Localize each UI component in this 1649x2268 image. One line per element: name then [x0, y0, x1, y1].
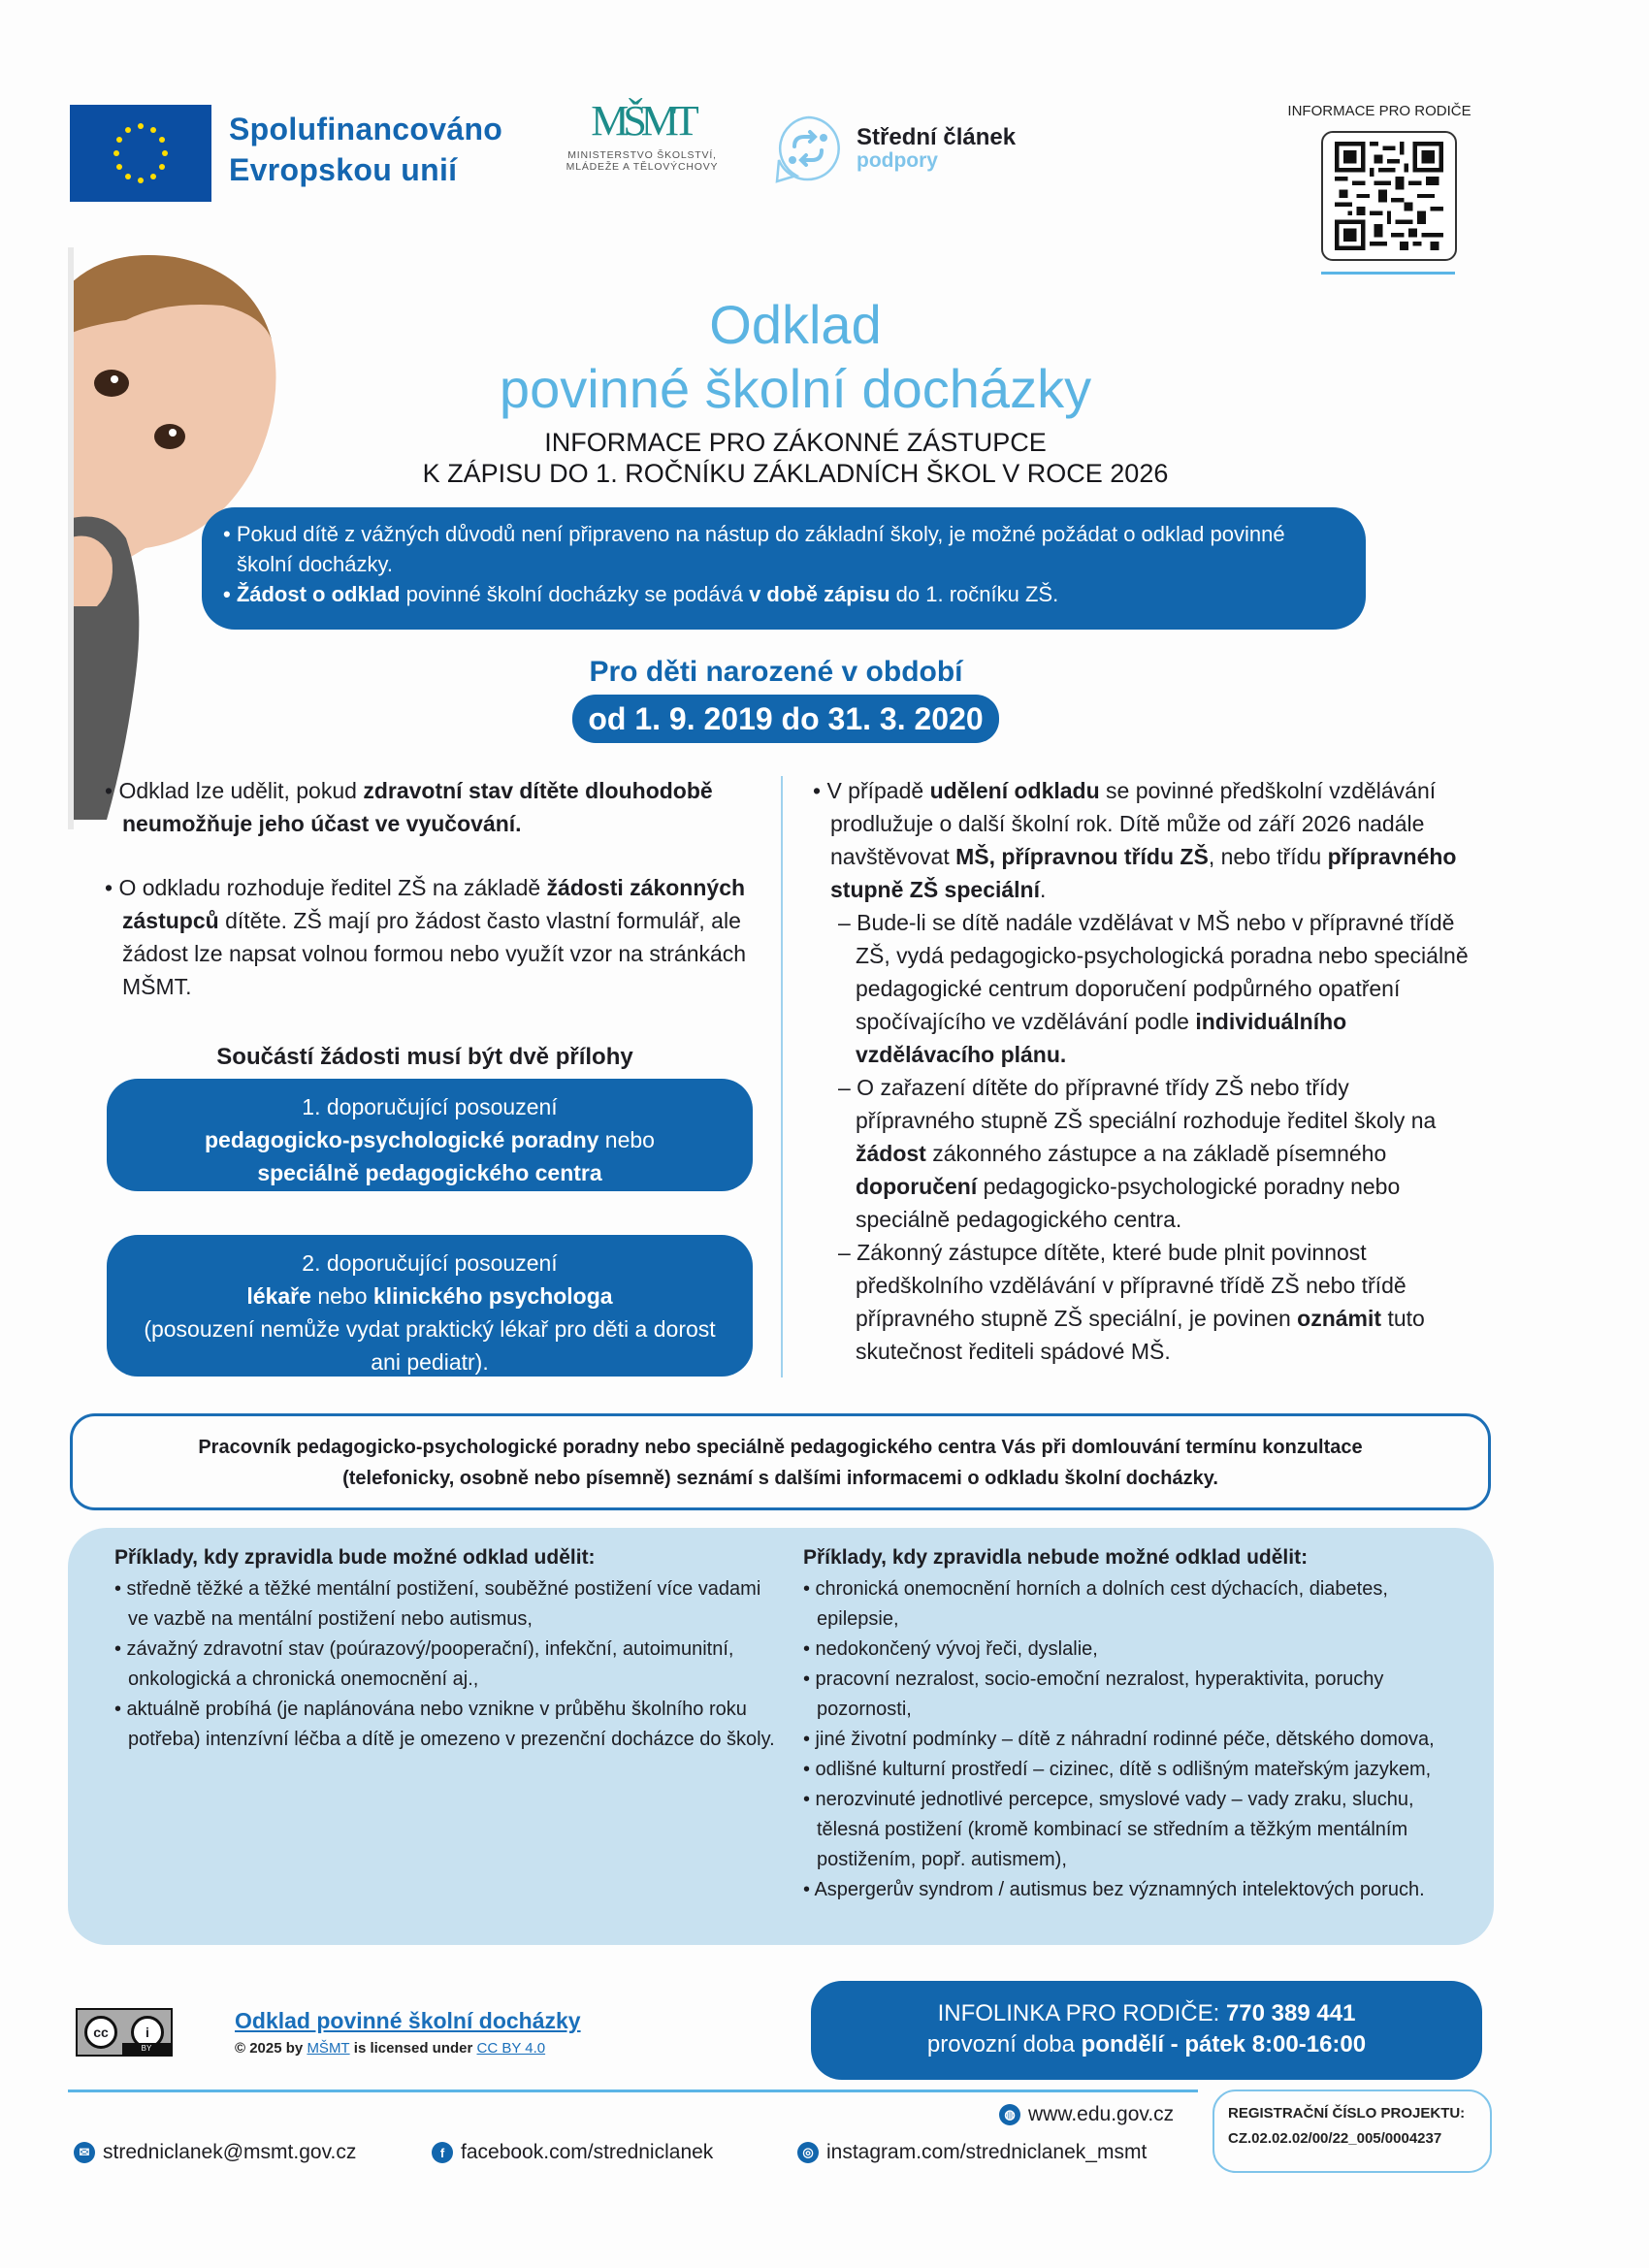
examples-possible: Příklady, kdy zpravidla bude možné odklad udělit: • středně těžké a těžké mentální postižení, souběžné postižení více vadami ve vazbě na mentální postižení nebo autismus, • závažný zdravotní stav (poúrazový/pooperační), infekční, autoimunitní, onkologická a chronická onemocnění aj., • aktuálně probíhá (je naplánována nebo vznikne v průběhu školního roku potřeba) intenzívní léčba a dítě je omezeno v prezenční docházce do školy.: [114, 1542, 784, 1755]
cc-by-link[interactable]: CC BY 4.0: [476, 2040, 546, 2057]
intro-bullet-1: • Pokud dítě z vážných důvodů není připraveno na nástup do základní školy, je možné požádat o odklad povinné školní docházky.: [223, 522, 1285, 576]
list-item: • aktuálně probíhá (je naplánována nebo vznikne v průběhu školního roku potřeba) intenzívní léčba a dítě je omezeno v prezenční docházce do školy.: [114, 1699, 775, 1750]
facebook-icon: f: [432, 2142, 453, 2163]
qr-code[interactable]: [1321, 131, 1457, 261]
author-link[interactable]: MŠMT: [307, 2040, 350, 2057]
cc-license-badge[interactable]: cc i BY: [76, 2008, 173, 2057]
list-item: • odlišné kulturní prostředí – cizinec, dítě s odlišným mateřským jazykem,: [803, 1759, 1432, 1780]
license-line: © 2025 by MŠMT is licensed under CC BY 4.0: [235, 2040, 546, 2057]
examples-not-possible: Příklady, kdy zpravidla nebude možné odklad udělit: • chronická onemocnění horních a dolních cest dýchacích, diabetes, epilepsie, • nedokončený vývoj řeči, dyslalie, • pracovní nezralost, socio-emoční nezralost, hyperaktivita, poruchy pozornosti, • jiné životní podmínky – dítě z náhradní rodinné péče, dětského domova, • odlišné kulturní prostředí – cizinec, dítě s odlišným mateřským jazykem, • nerozvinuté jednotlivé percepce, smyslové vady – vady zraku, sluchu, tělesná postižení (kromě kombinací se středním a těžkým mentálním postižením, popř. autismem), • Aspergerův syndrom / autismus bez významných intelektových poruch.: [803, 1542, 1472, 1905]
instagram-icon: ◎: [797, 2142, 819, 2163]
project-registration-box: REGISTRAČNÍ ČÍSLO PROJEKTU: CZ.02.02.02/00/22_005/0004237: [1212, 2090, 1492, 2173]
eu-cofinanced-label: Spolufinancováno Evropskou unií: [229, 112, 503, 187]
list-item: • středně těžké a těžké mentální postižení, souběžné postižení více vadami ve vazbě na mentální postižení nebo autismus,: [114, 1578, 761, 1630]
right-dash-1: – Bude-li se dítě nadále vzdělávat v MŠ nebo v přípravné třídě ZŠ, vydá pedagogicko-psychologická poradna nebo speciálně pedagogické centrum doporučení podpůrného opatření spočívajícího ve vzdělávání podle individuálního vzdělávacího plánu.: [838, 910, 1469, 1067]
right-bullet-1: • V případě udělení odkladu se povinné předškolní vzdělávání prodlužuje o další školní rok. Dítě může od září 2026 nadále navštěvovat MŠ, přípravnou třídu ZŠ, nebo třídu přípravného stupně ZŠ speciální.: [813, 778, 1457, 902]
eu-flag-logo: [70, 105, 211, 202]
intro-box: [202, 507, 1366, 630]
period-label: Pro děti narozené v období: [589, 656, 963, 688]
list-item: • závažný zdravotní stav (poúrazový/pooperační), infekční, autoimunitní, onkologická a chronická onemocnění aj.,: [114, 1638, 734, 1690]
envelope-icon: ✉: [74, 2142, 95, 2163]
attribution-person-icon: i: [131, 2016, 164, 2049]
stredni-clanek-logo: Střední článek podpory: [771, 112, 1016, 185]
website-link[interactable]: ◍ www.edu.gov.cz: [999, 2103, 1174, 2126]
attachment-1-box: 1. doporučující posouzení pedagogicko-psychologické poradny nebo speciálně pedagogického centra: [107, 1079, 753, 1191]
cc-icon: cc: [84, 2016, 117, 2049]
msmt-mark: MŠMT: [591, 97, 694, 145]
list-item: • jiné životní podmínky – dítě z náhradní rodinné péče, dětského domova,: [803, 1729, 1435, 1750]
left-bullet-1: • Odklad lze udělit, pokud zdravotní stav dítěte dlouhodobě neumožňuje jeho účast ve vyučování.: [105, 778, 713, 836]
qr-code-icon: [1332, 142, 1446, 250]
period-range-badge: od 1. 9. 2019 do 31. 3. 2020: [572, 695, 999, 743]
facebook-link[interactable]: f facebook.com/stredniclanek: [432, 2141, 713, 2164]
globe-icon: ◍: [999, 2104, 1020, 2125]
exchange-arrows-icon: [771, 112, 845, 185]
instagram-link[interactable]: ◎ instagram.com/stredniclanek_msmt: [797, 2141, 1147, 2164]
footer-divider: [68, 2090, 1198, 2092]
list-item: • nedokončený vývoj řeči, dyslalie,: [803, 1638, 1098, 1660]
list-item: • Aspergerův syndrom / autismus bez významných intelektových poruch.: [803, 1879, 1425, 1900]
infoline-box: INFOLINKA PRO RODIČE: 770 389 441 provozní doba pondělí - pátek 8:00-16:00: [811, 1981, 1482, 2080]
page-subtitle: INFORMACE PRO ZÁKONNÉ ZÁSTUPCE K ZÁPISU DO 1. ROČNÍKU ZÁKLADNÍCH ŠKOL V ROCE 2026: [422, 428, 1169, 488]
left-column: [105, 774, 764, 1034]
left-bullet-2: • O odkladu rozhoduje ředitel ZŠ na základě žádosti zákonných zástupců dítěte. ZŠ mají pro žádost často vlastní formulář, ale žádost lze napsat volnou formou nebo využít vzor na stránkách MŠMT.: [105, 875, 747, 999]
intro-bullet-2: • Žádost o odklad povinné školní docházky se podává v době zápisu do 1. ročníku ZŠ.: [223, 582, 1059, 606]
infoline-phone[interactable]: 770 389 441: [1225, 2000, 1356, 2026]
license-work-title-link[interactable]: Odklad povinné školní docházky: [235, 2008, 581, 2033]
eu-stars-icon: [70, 105, 211, 202]
qr-underline-divider: [1321, 272, 1455, 275]
msmt-logo: MŠMT MINISTERSTVO ŠKOLSTVÍ, MLÁDEŽE A TĚLOVÝCHOVY: [535, 101, 749, 173]
page-title: Odklad povinné školní docházky: [499, 294, 1092, 419]
attachment-2-box: 2. doporučující posouzení lékaře nebo klinického psychologa (posouzení nemůže vydat praktický lékař pro děti a dorost ani pediatr).: [107, 1235, 753, 1377]
right-column: [813, 774, 1472, 1368]
list-item: • pracovní nezralost, socio-emoční nezralost, hyperaktivita, poruchy pozornosti,: [803, 1669, 1384, 1720]
right-dash-2: – O zařazení dítěte do přípravné třídy ZŠ nebo třídy přípravného stupně ZŠ speciální rozhoduje ředitel školy na žádost zákonného zástupce a na základě písemného doporučení pedagogicko-psychologické poradny nebo speciálně pedagogického centra.: [838, 1075, 1437, 1232]
right-dash-3: – Zákonný zástupce dítěte, které bude plnit povinnost předškolního vzdělávání v přípravné třídě ZŠ nebo třídě přípravného stupně ZŠ speciální, je povinen oznámit tuto skutečnost řediteli spádové MŠ.: [838, 1240, 1425, 1364]
column-divider: [781, 776, 783, 1377]
qr-label: INFORMACE PRO RODIČE: [1287, 103, 1471, 119]
email-link[interactable]: ✉ stredniclanek@msmt.gov.cz: [74, 2141, 356, 2164]
attachments-heading: Součástí žádosti musí být dvě přílohy: [216, 1044, 633, 1070]
list-item: • nerozvinuté jednotlivé percepce, smyslové vady – vady zraku, sluchu, tělesná postižení (kromě kombinací se středním a těžkým mentálním postižením, popř. autismem),: [803, 1789, 1414, 1870]
consultation-note-box: Pracovník pedagogicko-psychologické poradny nebo speciálně pedagogického centra Vás při domlouvání termínu konzultace (telefonicky, osobně nebo písemně) seznámí s dalšími informacemi o odkladu školní docházky.: [70, 1413, 1491, 1510]
list-item: • chronická onemocnění horních a dolních cest dýchacích, diabetes, epilepsie,: [803, 1578, 1388, 1630]
